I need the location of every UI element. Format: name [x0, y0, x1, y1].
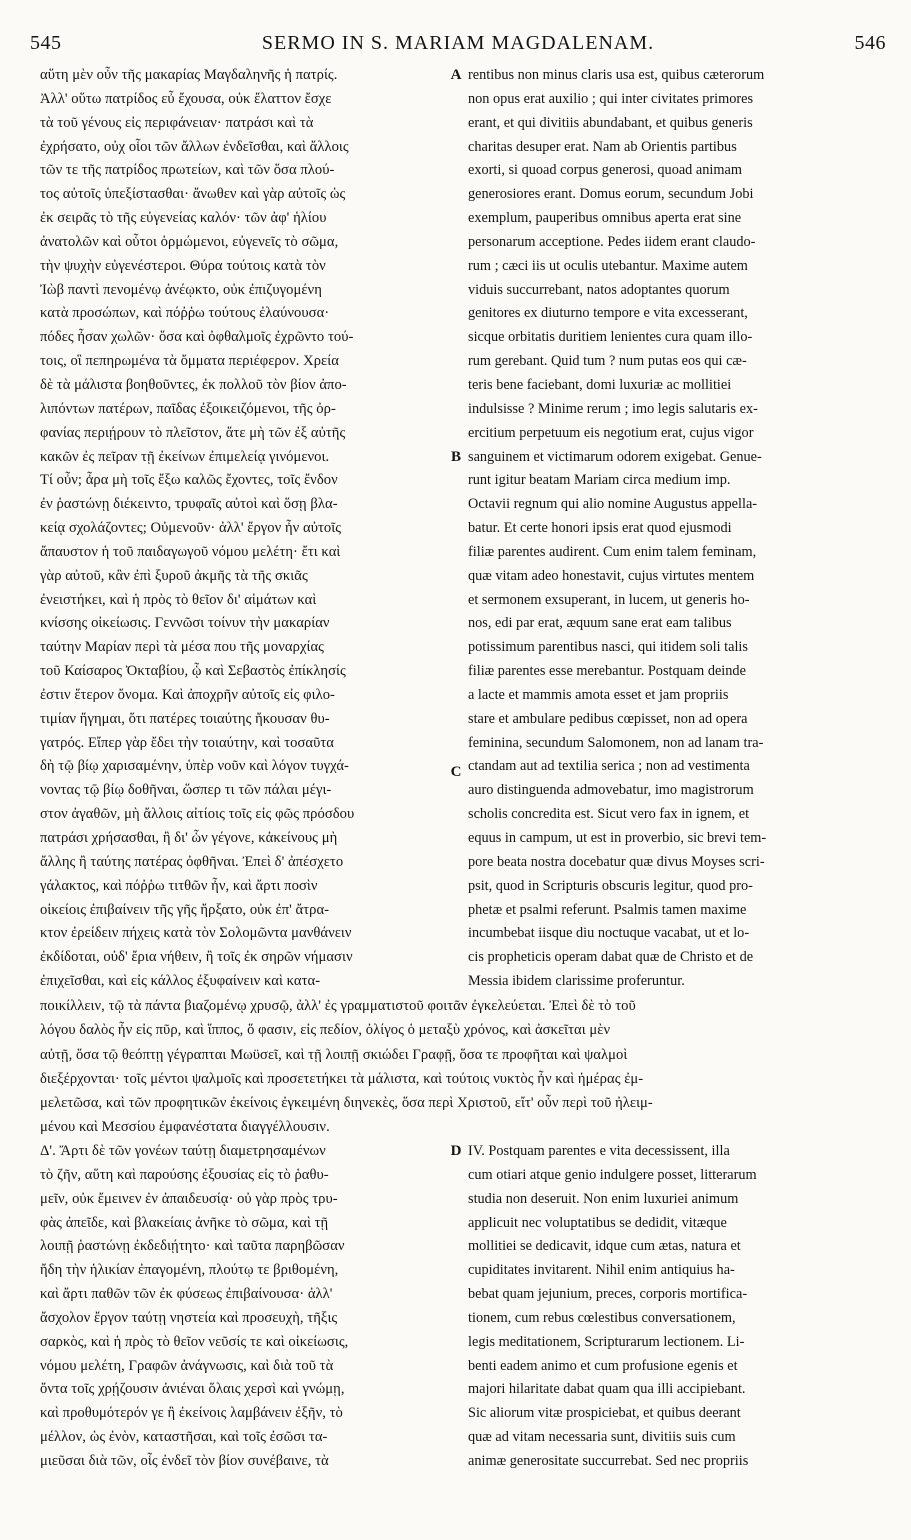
greek-text-line: ἐστιν ἕτερον ὄνομα. Καὶ ἀποχρῆν αὐτοῖς εἰς φιλο-: [40, 686, 335, 703]
greek-text-line: μεῖν, οὐκ ἔμεινεν ἐν ἀπαιδευσίᾳ· οὐ γὰρ πρὸς τρυ-: [40, 1190, 338, 1207]
greek-text-line: αὐτῇ, ὅσα τῷ θεόπτῃ γέγραπται Μωϋσεῖ, καὶ τῇ λοιπῇ σκιώδει Γραφῇ, ὅσα τε προφῆται καὶ ψαλμοὶ: [40, 1046, 628, 1063]
greek-text-line: μένου καὶ Μεσσίου ἐμφανέστατα διαγγέλλουσιν.: [40, 1119, 330, 1136]
latin-text-line: ercitium perpetuum eis negotium erat, cujus vigor: [468, 424, 754, 441]
latin-text-line: applicuit nec voluptatibus se dedidit, vitæque: [468, 1214, 727, 1231]
page-number-right: 546: [854, 32, 886, 54]
greek-text-line: νόμου μελέτη, Γραφῶν ἀνάγνωσις, καὶ διὰ τοῦ τὰ: [40, 1357, 334, 1374]
greek-text-line: ἄσχολον ἔργον ταύτῃ νηστεία καὶ προσευχὴ, τῆξις: [40, 1309, 338, 1326]
greek-text-line: ἐκδίδοται, οὐδ' ἔρια νήθειν, ἢ τοῖς ἐκ σηρῶν νήμασιν: [40, 949, 353, 966]
latin-text-line: mollitiei se dedicavit, idque cum ætas, natura et: [468, 1238, 741, 1255]
greek-text-line: κτον ἐρείδειν πήχεις κατὰ τὸν Σολομῶντα μανθάνειν: [40, 925, 352, 942]
greek-text-line: Τί οὖν; ἆρα μὴ τοῖς ἔξω καλῶς ἔχοντες, τοῖς ἔνδον: [40, 472, 338, 489]
greek-text-line: τὸ ζῆν, αὕτη καὶ παρούσης ἐξουσίας εἰς τὸ ῥαθυ-: [40, 1166, 329, 1183]
latin-text-line: animæ generositate succurrebat. Sed nec propriis: [468, 1452, 749, 1469]
greek-text-line: καὶ προθυμότερόν γε ἢ ἐκείνοις λαμβάνειν ἐξῆν, τὸ: [40, 1405, 343, 1422]
greek-text-line: ἐκ σειρᾶς τὸ τῆς εὐγενείας καλόν· τῶν ἀφ' ἡλίου: [40, 210, 327, 227]
greek-text-line: οἰκείοις ἐπιβαίνειν τῆς γῆς ἤρξατο, οὐκ ἐπ' ἄτρα-: [40, 901, 330, 918]
latin-text-line: batur. Et certe honori ipsis erat quod ejusmodi: [468, 520, 732, 537]
greek-text-line: ποικίλλειν, τῷ τὰ πάντα βιαζομένῳ χρυσῷ, ἀλλ' ἐς γραμματιστοῦ φοιτᾶν ἐγκελεύεται. Ἐπεὶ δὲ τὸ τοῦ: [40, 998, 636, 1014]
latin-text-line: exorti, si quoad corpus generosi, quoad animam: [468, 162, 742, 179]
greek-text-line: ἄπαυστον ἡ τοῦ παιδαγωγοῦ νόμου μελέτη· ἔτι καὶ: [40, 543, 341, 560]
greek-text-line: ὄντα τοῖς χρῄζουσιν ἀνιέναι ὅλαις χερσὶ καὶ γνώμῃ,: [40, 1381, 345, 1398]
latin-text-line: nos, edi par erat, æquum sane erat eam talibus: [468, 615, 732, 632]
latin-text-line: personarum acceptione. Pedes iidem erant claudo-: [468, 233, 756, 250]
greek-text-line: φὰς ἀπεῖδε, καὶ βλακείαις ἀνῆκε τὸ σῶμα, καὶ τῇ: [40, 1214, 329, 1231]
greek-text-line: τοῦ Καίσαρος Ὀκταβίου, ᾧ καὶ Σεβαστὸς ἐπίκλησίς: [40, 663, 346, 680]
latin-text-line: genitores ex diuturno tempore e vita excesserant,: [468, 305, 748, 322]
latin-text-line: non opus erat auxilio ; qui inter civitates primores: [468, 90, 754, 107]
greek-text-line: μιεῦσαι διὰ τῶν, οἷς ἐνδεῖ τὸν βίον συνέβαινε, τὰ: [40, 1452, 329, 1469]
latin-text-line: stare et ambulare pedibus cœpisset, non ad opera: [468, 710, 748, 727]
latin-text-line: legis meditationem, Scripturarum lectionem. Li-: [468, 1333, 745, 1350]
latin-text-line: quæ vitam adeo honestavit, cujus virtutes mentem: [468, 567, 755, 584]
latin-text-line: feminina, secundum Salomonem, non ad lanam tra-: [468, 734, 764, 751]
latin-text-line: et sermonem exsuperant, in lucem, ut generis ho-: [468, 591, 750, 608]
greek-text-line: ἀνατολῶν καὶ οὗτοι ὁρμώμενοι, εὐγενεῖς τὸ σῶμα,: [40, 233, 339, 250]
latin-text-line: incumbebat iisque diu noctuque vacabat, ut et lo-: [468, 925, 750, 942]
greek-text-line: τιμίαν ἥγημαι, ὅτι πατέρες τοιαύτης ἤκουσαν θυ-: [40, 710, 330, 727]
latin-text-line: Sic aliorum vitæ prospiciebat, et quibus deerant: [468, 1405, 741, 1422]
greek-text-line: τοις, οἳ πεπηρωμένα τὰ ὄμματα περιέφερον. Χρεία: [40, 353, 339, 370]
greek-text-line: ἐχρήσατο, οὐχ οἷοι τῶν ἄλλων ἐνδεῖσθαι, καὶ ἄλλοις: [40, 138, 349, 155]
greek-text-line: ταύτην Μαρίαν περὶ τὰ μέσα που τῆς μοναρχίας: [40, 639, 324, 656]
greek-text-line: λόγου δαλὸς ἦν εἰς πῦρ, καὶ ἵππος, ὅ φασιν, εἰς πεδίον, ὀλίγος ὁ μεταξὺ χρόνος, καὶ ἀσκεῖται μὲν: [40, 1022, 611, 1039]
latin-text-line: cis propheticis operam dabat quæ de Christo et de: [468, 949, 754, 966]
latin-text-line: quæ ad vitam necessaria sunt, divitiis suis cum: [468, 1429, 736, 1446]
latin-text-line: phetæ et psalmi referunt. Psalmis tamen maxime: [468, 901, 747, 918]
page-number-left: 545: [30, 32, 62, 54]
latin-text-line: a lacte et mammis amota esset et jam propriis: [468, 686, 729, 703]
greek-column-top: [40, 64, 453, 994]
latin-text-line: rum gerebant. Quid tum ? num putas eos qui cæ-: [468, 353, 747, 370]
greek-text-line: τος αὐτοῖς ὑπεξίστασθαι· ἄνωθεν καὶ γὰρ αὐτοῖς ὡς: [40, 186, 346, 203]
greek-text-line: δὲ τὰ μάλιστα βοηθοῦντες, ἐκ πολλοῦ τὸν βίον ἀπο-: [40, 376, 347, 393]
latin-text-line: auro distinguenda admovebatur, imo magistrorum: [468, 782, 754, 799]
latin-text-line: sicque orbitatis duritiem lenientes cura quam illo-: [468, 329, 753, 346]
section-marker-a: A: [450, 67, 462, 83]
latin-text-line: erant, et qui divitiis abundabant, et quibus generis: [468, 114, 753, 131]
greek-text-line: δὴ τῷ βίῳ χαρισαμένην, ὑπὲρ νοῦν καὶ λόγον τυγχά-: [40, 758, 349, 775]
section-marker-b: B: [450, 449, 461, 465]
latin-text-line: majori hilaritate dabat quam qua illi accipiebant.: [468, 1381, 746, 1398]
greek-text-line: κείᾳ σχολάζοντες; Οὐμενοῦν· ἀλλ' ἔργον ἦν αὐτοῖς: [40, 520, 342, 537]
latin-text-line: filiæ parentes audirent. Cum enim talem feminam,: [468, 543, 757, 560]
greek-text-line: ἐνειστήκει, καὶ ἡ πρὸς τὸ θεῖον δι' αἱμάτων καὶ: [40, 591, 317, 608]
greek-text-line: ἐπιχεῖσθαι, καὶ εἰς κάλλος ἐξυφαίνειν καὶ κατα-: [40, 973, 321, 990]
greek-text-line: τῶν τε τῆς πατρίδος πρωτείων, καὶ τῶν ὅσα πλού-: [40, 162, 335, 179]
latin-text-line: exemplum, pauperibus omnibus aperta erat sine: [468, 210, 742, 227]
latin-text-line: cupiditates invitarent. Nihil enim antiquius ha-: [468, 1262, 735, 1279]
latin-text-line: scholis concredita est. Sicut vero fax in ignem, et: [468, 806, 750, 823]
latin-text-line: benti eadem animo et cum profusione egenis et: [468, 1357, 738, 1374]
greek-text-line: διεξέρχονται· τοῖς μέντοι ψαλμοῖς καὶ προσετετήκει τὰ μάλιστα, καὶ τούτοις νυκτὸς ἦν καὶ ἡμέρας ἐμ-: [40, 1070, 644, 1087]
greek-text-line: σαρκὸς, καὶ ἡ πρὸς τὸ θεῖον νεῦσίς τε καὶ οἰκείωσις,: [40, 1333, 349, 1350]
greek-text-line: Ἀλλ' οὕτω πατρίδος εὖ ἔχουσα, οὐκ ἔλαττον ἔσχε: [40, 90, 332, 107]
greek-text-line: ἄλλης ἢ ταύτης πατέρας ὀφθῆναι. Ἐπεὶ δ' ἀπέσχετο: [40, 853, 344, 870]
greek-text-line: λοιπῇ ῥαστώνῃ ἐκδεδιῄτητο· καὶ ταῦτα παρηβῶσαν: [40, 1238, 345, 1255]
latin-column-bottom: [468, 1140, 883, 1474]
greek-text-line: πατράσι χρήσασθαι, ἢ δι' ὧν γέγονε, κἀκείνους μὴ: [40, 830, 338, 846]
greek-text-line: κακῶν ἐς πεῖραν τῇ ἐκείνων ἐπιμελείᾳ γινόμενοι.: [40, 448, 330, 465]
greek-text-line: στον ἀγαθῶν, μὴ ἄλλοις αἰτίοις τοῖς εἰς φῶς πρόσδου: [40, 806, 355, 823]
latin-text-line: tionem, cum rebus cœlestibus conversationem,: [468, 1309, 736, 1326]
greek-full-width-passage: [40, 994, 880, 1140]
greek-text-line: γάλακτος, καὶ πόῤῥω τιτθῶν ἦν, καὶ ἄρτι ποσὶν: [40, 877, 318, 894]
greek-text-line: αὕτη μὲν οὖν τῆς μακαρίας Μαγδαληνῆς ἡ πατρίς.: [40, 67, 338, 83]
latin-column-top: [468, 64, 883, 994]
greek-text-line: τὴν ψυχὴν εὐγενέστεροι. Θύρα τούτοις κατὰ τὸν: [40, 257, 326, 274]
greek-column-bottom: [40, 1140, 453, 1474]
latin-text-line: runt igitur beatam Mariam circa medium imp.: [468, 472, 731, 489]
greek-text-line: κνίσσης οἰκείωσις. Γεννῶσι τοίνυν τὴν μακαρίαν: [40, 615, 330, 632]
latin-text-line: potissimum parentibus nasci, qui itidem soli talis: [468, 639, 748, 656]
latin-text-line: rum ; cæci iis ut oculis utebantur. Maxime autem: [468, 257, 748, 274]
greek-text-line: γὰρ αὐτοῦ, κἂν ἐπὶ ξυροῦ ἀκμῆς τὰ τῆς σκιᾶς: [40, 567, 308, 584]
latin-text-line: bebat quam jejunium, preces, corporis mortifica-: [468, 1286, 748, 1303]
latin-text-line: charitas desuper erat. Nam ab Orientis partibus: [468, 138, 737, 155]
latin-text-line: teris bene faciebant, domi luxuriæ ac mollitiei: [468, 376, 732, 393]
section-marker-d: D: [450, 1143, 462, 1159]
latin-text-line: filiæ parentes esse merebantur. Postquam deinde: [468, 663, 746, 680]
greek-text-line: μέλλον, ὡς ἐνὸν, καταστῆσαι, καὶ τοῖς ἐσῶσι τα-: [40, 1429, 328, 1446]
latin-text-line: Octavii regnum qui alio nomine Augustus appella-: [468, 496, 758, 513]
greek-text-line: κατὰ προσώπων, καὶ πόῤῥω τούτους ἐλαύνουσα·: [40, 305, 330, 322]
greek-text-line: ἤδη τὴν ἡλικίαν ἐπαγομένη, πλούτῳ τε βριθομένη,: [40, 1262, 339, 1279]
latin-text-line: generosiores erant. Domus eorum, secundum Jobi: [468, 186, 754, 203]
greek-text-line: γατρός. Εἴπερ γὰρ ἔδει τὴν τοιαύτην, καὶ τοσαῦτα: [40, 734, 334, 751]
greek-text-line: τὰ τοῦ γένους εἰς περιφάνειαν· πατράσι καὶ τὰ: [40, 114, 314, 131]
greek-text-line: καὶ ἄρτι παθῶν τῶν ἐκ φύσεως ἐπιβαίνουσα· ἀλλ': [40, 1286, 333, 1303]
section-marker-c: C: [450, 764, 462, 780]
latin-text-line: rentibus non minus claris usa est, quibus cæterorum: [468, 67, 765, 83]
greek-text-line: φανίας περιῄρουν τὸ πλεῖστον, ἅτε μὴ τῶν ἐξ αὐτῆς: [40, 424, 346, 441]
latin-text-line: equus in campum, ut est in proverbio, sic brevi tem-: [468, 830, 767, 846]
greek-text-line: Ἰὼβ παντὶ πενομένῳ ἀνέῳκτο, οὐκ ἐπιζυγομένη: [40, 281, 322, 298]
latin-text-line: ctandam aut ad textilia serica ; non ad vestimenta: [468, 758, 750, 775]
latin-text-line: cum otiari atque genio indulgere posset, litterarum: [468, 1166, 757, 1183]
greek-text-line: λιπόντων πατέρων, παῖδας ἐξοικειζόμενοι, τῆς ὀρ-: [40, 400, 336, 417]
greek-text-line: μελετῶσα, καὶ τῶν προφητικῶν ἐκείνοις ἐγκειμένη διηνεκὲς, ὅσα περὶ Χριστοῦ, εἴτ' οὖν περὶ τοῦ ἠλειμ-: [40, 1095, 653, 1112]
latin-text-line: sanguinem et victimarum odorem exigebat. Genue-: [468, 448, 762, 465]
latin-text-line: psit, quod in Scripturis obscuris legitur, quod pro-: [468, 877, 753, 894]
greek-text-line: νοντας τῷ βίῳ δοθῆναι, ὥσπερ τι τῶν πάλαι μέγι-: [40, 782, 332, 799]
latin-text-line: viduis succurrebant, natos adoptantes quorum: [468, 281, 730, 298]
latin-text-line: indulsisse ? Minime rerum ; imo legis salutaris ex-: [468, 400, 758, 417]
latin-text-line: studia non deseruit. Non enim luxuriei animum: [468, 1190, 739, 1207]
latin-text-line: IV. Postquam parentes e vita decessissent, illa: [468, 1143, 730, 1159]
running-header: [30, 32, 886, 62]
running-title: SERMO IN S. MARIAM MAGDALENAM.: [261, 32, 655, 54]
latin-text-line: pore beata nostra docebatur quæ divus Moyses scri-: [468, 853, 765, 870]
greek-text-line: ἐν ῥαστώνῃ διέκειντο, τρυφαῖς αὐτοὶ καὶ ὅσῃ βλα-: [40, 496, 338, 513]
latin-text-line: Messia ibidem clarissime proferuntur.: [468, 973, 685, 990]
greek-text-line: Δ'. Ἄρτι δὲ τῶν γονέων ταύτῃ διαμετρησαμένων: [40, 1143, 326, 1159]
greek-text-line: πόδες ἦσαν χωλῶν· ὅσα καὶ ὀφθαλμοῖς ἐχρῶντο τού-: [40, 329, 354, 346]
